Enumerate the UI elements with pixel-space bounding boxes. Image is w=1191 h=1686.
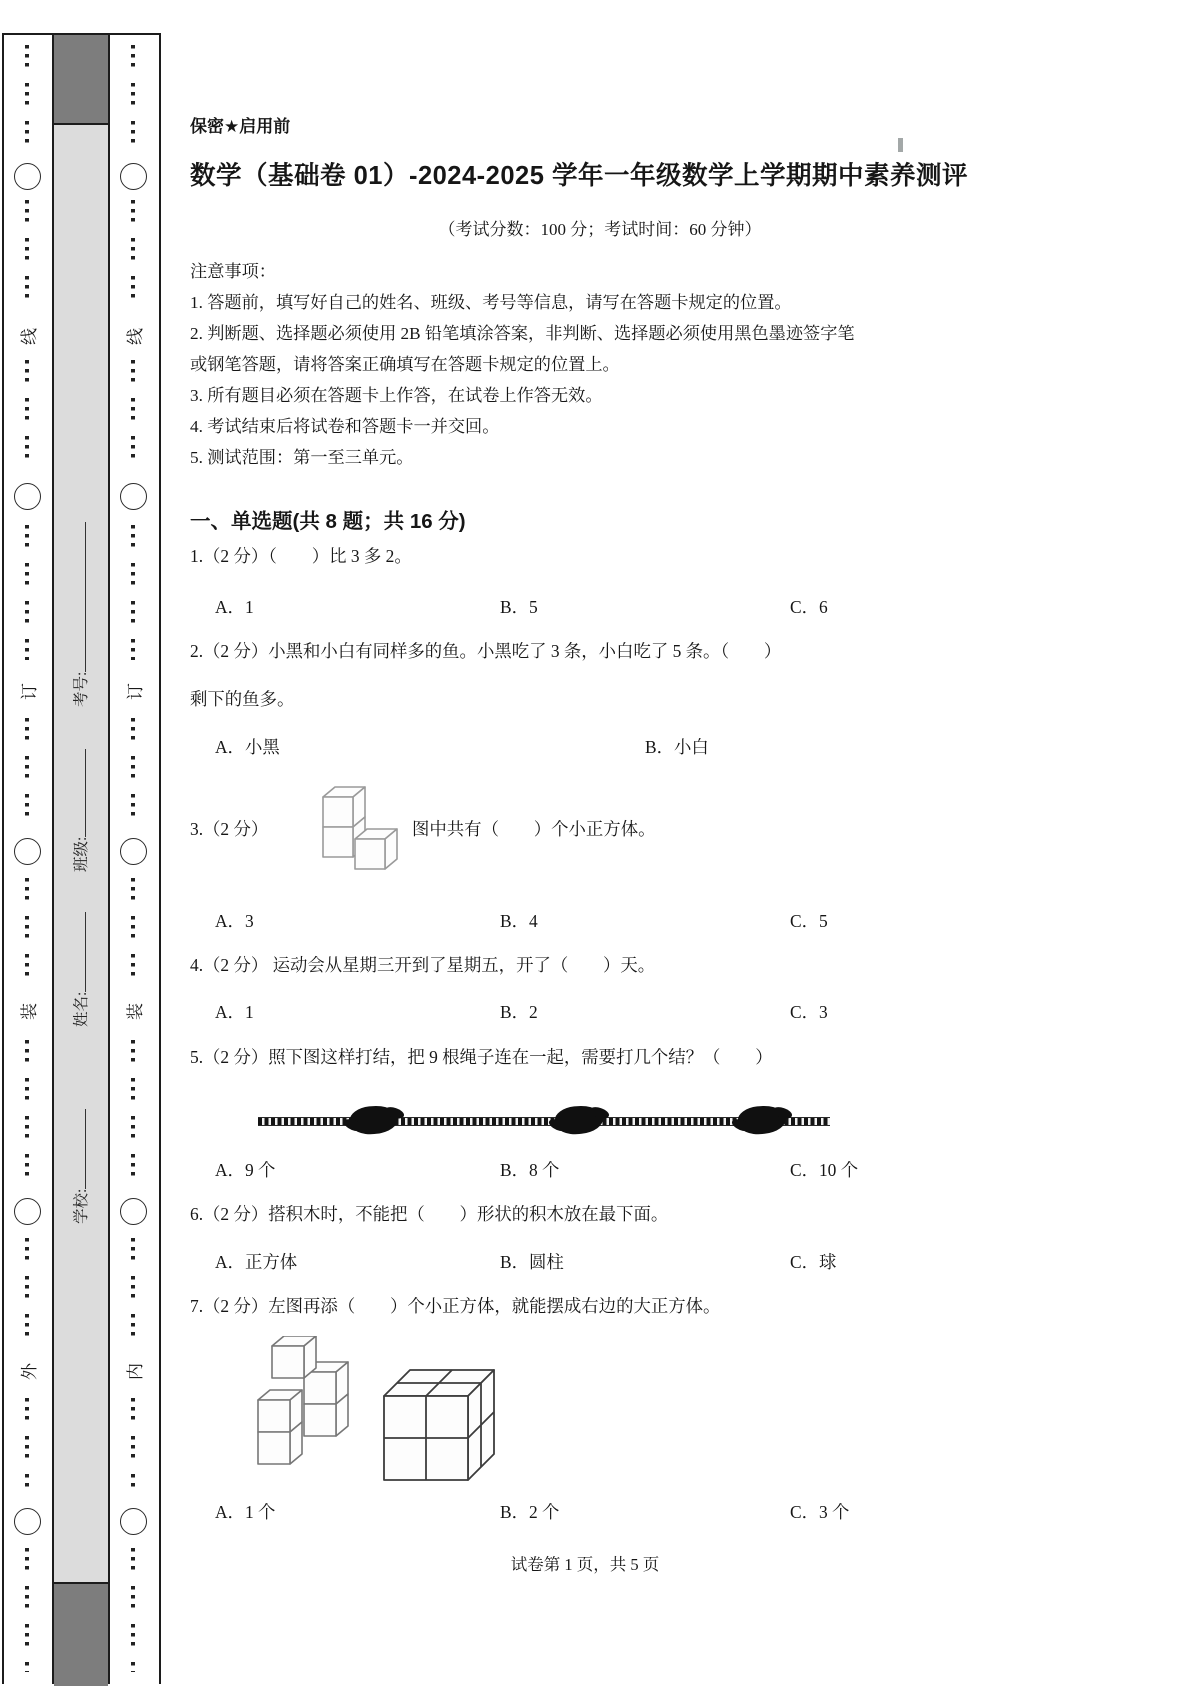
binding-circle (14, 483, 41, 510)
note-line-2: 2. 判断题、选择题必须使用 2B 铅笔填涂答案，非判断、选择题必须使用黑色墨迹签字笔 (190, 324, 855, 343)
cube-stack-icon (246, 1336, 356, 1486)
binding-circle (14, 838, 41, 865)
q6-stem: 6.（2 分）搭积木时，不能把（ ）形状的积木放在最下面。 (190, 1204, 669, 1224)
q2-stem: 2.（2 分）小黑和小白有同样多的鱼。小黑吃了 3 条，小白吃了 5 条。（ ） (190, 641, 782, 661)
confidential-label: 保密★启用前 (190, 117, 291, 136)
binding-strip-dark-bottom (54, 1582, 108, 1686)
binding-dotted-line (25, 1398, 29, 1492)
binding-dotted-line (131, 1238, 135, 1342)
binding-circle (120, 483, 147, 510)
q6-option-c: C．球 (790, 1252, 837, 1272)
q2-stem-line2: 剩下的鱼多。 (190, 689, 295, 709)
section-heading: 一、单选题(共 8 题；共 16 分) (190, 510, 466, 533)
stacked-cubes-icon (315, 783, 401, 879)
q7-right-figure (380, 1354, 506, 1489)
big-cube-2x2x2-icon (380, 1354, 506, 1484)
q5-option-a: A．9 个 (215, 1160, 276, 1180)
q2-options (190, 733, 1020, 760)
q3-option-b: B．4 (500, 911, 538, 931)
binding-char-wai: 外 (20, 1363, 39, 1380)
q1-options (190, 593, 1020, 620)
binding-char-ding: 订 (126, 683, 145, 700)
binding-circle (14, 163, 41, 190)
binding-dotted-line (25, 360, 29, 465)
notes-heading: 注意事项： (190, 262, 276, 281)
binding-dotted-line (131, 200, 135, 310)
binding-dotted-line (131, 360, 135, 465)
q2-option-b: B．小白 (645, 737, 709, 757)
binding-dotted-line (25, 1238, 29, 1342)
q4-options (190, 998, 1020, 1025)
name-blank (71, 912, 86, 992)
binding-dotted-line (131, 1548, 135, 1672)
binding-strip-dark-top (54, 35, 108, 125)
q3-stem-prefix: 3.（2 分） (190, 819, 269, 839)
name-field (69, 991, 184, 1049)
q3-stem-suffix: 图中共有（ ）个小正方体。 (412, 819, 656, 839)
scan-artifact-dash (898, 138, 903, 152)
q3-options (190, 907, 1020, 934)
binding-circle (14, 1508, 41, 1535)
knotted-rope-figure (258, 1098, 830, 1142)
q1-option-a: A．1 (215, 597, 254, 617)
binding-char-nei: 内 (126, 1363, 145, 1380)
exam-number-blank (71, 522, 86, 672)
q7-option-a: A．1 个 (215, 1502, 276, 1522)
school-label: 学校: (73, 1188, 90, 1224)
class-blank (71, 749, 86, 837)
binding-dotted-line (131, 1398, 135, 1492)
binding-border-outer-right (159, 33, 161, 1684)
note-line-3: 3. 所有题目必须在答题卡上作答，在试卷上作答无效。 (190, 386, 603, 405)
binding-dotted-line (131, 1040, 135, 1182)
binding-circle (120, 1508, 147, 1535)
binding-circle (120, 163, 147, 190)
exam-subtitle: （考试分数：100 分；考试时间：60 分钟） (438, 220, 762, 239)
q7-options (190, 1498, 1020, 1525)
binding-dotted-line (25, 1548, 29, 1672)
q1-option-c: C．6 (790, 597, 828, 617)
q5-option-b: B．8 个 (500, 1160, 560, 1180)
binding-strip-right-border (108, 33, 110, 1684)
page-footer: 试卷第 1 页，共 5 页 (510, 1555, 660, 1574)
binding-char-zhuang: 装 (126, 1003, 145, 1020)
binding-dotted-line (131, 45, 135, 150)
binding-char-xian: 线 (20, 328, 39, 345)
binding-dotted-line (25, 525, 29, 660)
q3-option-a: A．3 (215, 911, 254, 931)
q7-option-b: B．2 个 (500, 1502, 560, 1522)
note-line-2b: 或钢笔答题，请将答案正确填写在答题卡规定的位置上。 (190, 355, 620, 374)
q4-option-b: B．2 (500, 1002, 538, 1022)
q7-option-c: C．3 个 (790, 1502, 850, 1522)
binding-dotted-line (25, 200, 29, 310)
class-label: 班级: (73, 836, 90, 872)
binding-char-ding: 订 (20, 683, 39, 700)
binding-circle (120, 838, 147, 865)
q3-cubes-figure (315, 783, 401, 884)
q5-options (190, 1156, 1020, 1183)
rope-knot-3 (737, 1104, 788, 1137)
q6-options (190, 1248, 1020, 1275)
note-line-1: 1. 答题前，填写好自己的姓名、班级、考号等信息，请写在答题卡规定的位置。 (190, 293, 792, 312)
binding-border-outer-left (2, 33, 4, 1684)
q7-stem: 7.（2 分）左图再添（ ）个小正方体，就能摆成右边的大正方体。 (190, 1296, 721, 1316)
q6-option-a: A．正方体 (215, 1252, 298, 1272)
binding-dotted-line (25, 878, 29, 982)
binding-dotted-line (25, 45, 29, 150)
school-field (69, 1188, 184, 1246)
notes-block (190, 256, 1020, 473)
q2-option-a: A．小黑 (215, 737, 280, 757)
binding-dotted-line (131, 878, 135, 982)
q1-stem: 1.（2 分）（ ）比 3 多 2。 (190, 546, 412, 566)
exam-number-label: 考号: (73, 671, 90, 707)
q6-option-b: B．圆柱 (500, 1252, 564, 1272)
binding-dotted-line (131, 525, 135, 660)
q3-option-c: C．5 (790, 911, 828, 931)
binding-dotted-line (25, 718, 29, 822)
binding-dotted-line (25, 1040, 29, 1182)
q7-left-figure (246, 1336, 356, 1491)
q4-option-c: C．3 (790, 1002, 828, 1022)
binding-circle (14, 1198, 41, 1225)
q5-stem: 5.（2 分）照下图这样打结，把 9 根绳子连在一起，需要打几个结？（ ） (190, 1047, 773, 1067)
note-line-5: 5. 测试范围：第一至三单元。 (190, 448, 414, 467)
note-line-4: 4. 考试结束后将试卷和答题卡一并交回。 (190, 417, 500, 436)
binding-dotted-line (131, 718, 135, 822)
binding-circle (120, 1198, 147, 1225)
binding-char-zhuang: 装 (20, 1003, 39, 1020)
q1-option-b: B．5 (500, 597, 538, 617)
school-blank (71, 1109, 86, 1189)
q5-option-c: C．10 个 (790, 1160, 859, 1180)
binding-char-xian: 线 (126, 328, 145, 345)
q4-option-a: A．1 (215, 1002, 254, 1022)
rope-knot-1 (348, 1104, 399, 1137)
q4-stem: 4.（2 分） 运动会从星期三开到了星期五，开了（ ）天。 (190, 955, 656, 975)
exam-title: 数学（基础卷 01）-2024-2025 学年一年级数学上学期期中素养测评 (190, 162, 968, 190)
rope-knot-2 (554, 1104, 605, 1137)
name-label: 姓名: (73, 991, 90, 1027)
